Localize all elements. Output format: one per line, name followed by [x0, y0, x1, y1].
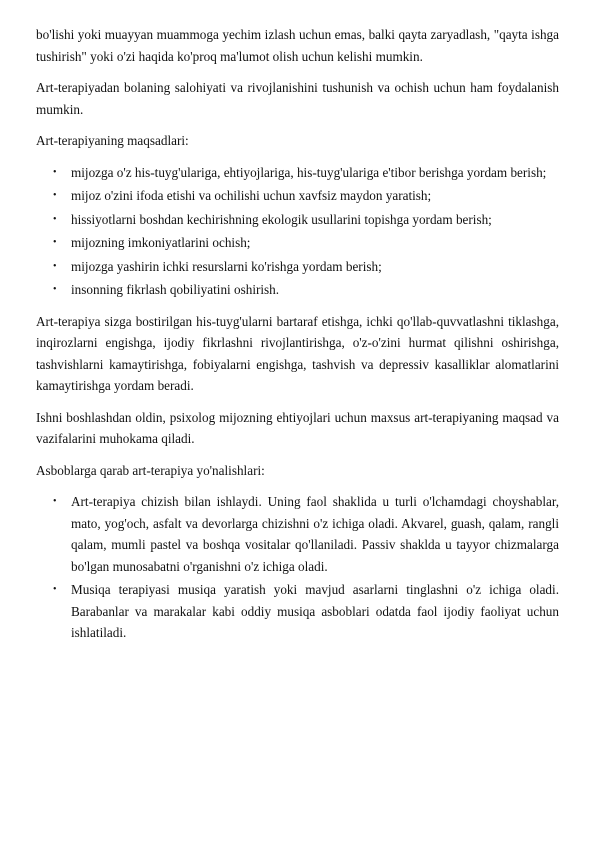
bullet-icon: • — [53, 584, 57, 595]
bullet-icon: • — [53, 237, 57, 248]
bullet-icon: • — [53, 284, 57, 295]
bullet-icon: • — [53, 213, 57, 225]
bullet-icon: • — [53, 260, 57, 272]
list-item — [36, 279, 559, 301]
list-item-text: insonning fikrlash qobiliyatini oshirish. — [71, 282, 280, 297]
directions-list — [36, 491, 559, 644]
list-item — [36, 256, 559, 278]
paragraph-before-start: Ishni boshlashdan oldin, psixolog mijozning ehtiyojlari uchun maxsus art-terapiyaning maqsad va vazifalarini muhokama qiladi. — [36, 409, 559, 446]
list-item — [36, 491, 559, 577]
heading-goals: Art-terapiyaning maqsadlari: — [36, 133, 189, 148]
document-page — [36, 24, 559, 654]
list-item-text: Art-terapiya chizish bilan ishlaydi. Uning faol shaklida u turli o'lchamdagi choyshablar, mato, yog'och, asfalt va devorlarga chizishni o'z ichiga oladi. Akvarel, guash, qalam, rangli qalam, mumli pastel va boshqa vositalar qo'llaniladi. Passiv shaklda u tayyor chizmalarga bo'lgan munosabatni o'rganishni o'z ichiga oladi. — [71, 494, 559, 574]
goals-list — [36, 162, 559, 301]
list-item-text: Musiqa terapiyasi musiqa yaratish yoki mavjud asarlarni tinglashni o'z ichiga oladi. Barabanlar va marakalar kabi oddiy musiqa asboblari odatda faol ijodiy faoliyat uchun ishlatiladi. — [71, 582, 559, 640]
list-item — [36, 185, 559, 207]
list-item — [36, 162, 559, 184]
list-item-text: mijozga yashirin ichki resurslarni ko'rishga yordam berish; — [71, 258, 382, 274]
list-item — [36, 209, 559, 231]
bullet-icon: • — [53, 166, 57, 178]
list-item-text: mijozga o'z his-tuyg'ulariga, ehtiyojlariga, his-tuyg'ulariga e'tibor berishga yordam berish; — [71, 164, 547, 180]
bullet-icon: • — [53, 190, 57, 201]
list-item — [36, 232, 559, 254]
bullet-icon: • — [53, 496, 57, 507]
paragraph-child-potential: Art-terapiyadan bolaning salohiyati va rivojlanishini tushunish va ochish uchun ham foydalanish mumkin. — [36, 80, 559, 117]
paragraph-benefits: Art-terapiya sizga bostirilgan his-tuyg'ularni bartaraf etishga, ichki qo'llab-quvvatlashni tiklashga, inqirozlarni engishga, ijodiy fikrlashni rivojlantirishga, o'z-o'zini hurmat qilishni oshirishga, tashvishlarni kamaytirishga, fobiyalarni engishga, tashvish va depressiv kasalliklar alomatlarini kamaytirishga yordam beradi. — [36, 313, 559, 393]
list-item-text: mijoz o'zini ifoda etishi va ochilishi uchun xavfsiz maydon yaratish; — [71, 188, 432, 203]
list-item — [36, 579, 559, 644]
list-item-text: mijozning imkoniyatlarini ochish; — [71, 235, 251, 250]
paragraph-continuation: bo'lishi yoki muayyan muammoga yechim izlash uchun emas, balki qayta zaryadlash, "qayta ishga tushirish" yoki o'zi haqida ko'proq ma'lumot olish uchun kelishi mumkin. — [36, 27, 559, 64]
heading-directions: Asboblarga qarab art-terapiya yo'nalishlari: — [36, 462, 265, 478]
list-item-text: hissiyotlarni boshdan kechirishning ekologik usullarini topishga yordam berish; — [71, 211, 492, 227]
